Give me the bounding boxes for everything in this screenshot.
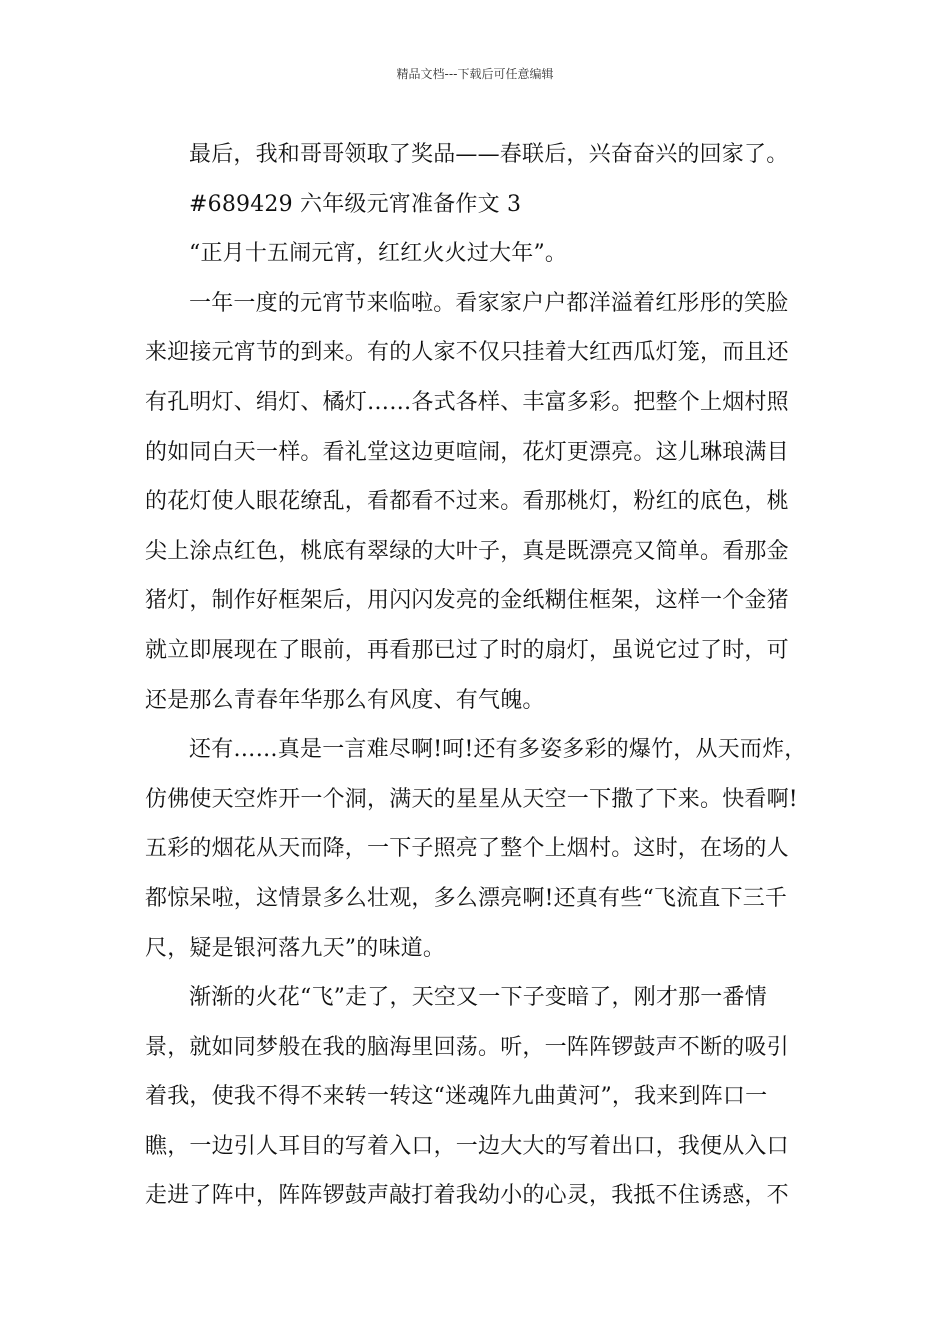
text-line: 瞧，一边引人耳目的写着入口，一边大大的写着出口，我便从入口 [145,1133,789,1159]
text-line: 猪灯，制作好框架后，用闪闪发亮的金纸糊住框架，这样一个金猪 [145,588,789,614]
text-line: “正月十五闹元宵，红红火火过大年”。 [189,241,568,267]
text-line: 的花灯使人眼花缭乱，看都看不过来。看那桃灯，粉红的底色，桃 [145,489,789,515]
text-line: 都惊呆啦，这情景多么壮观，多么漂亮啊!还真有些“飞流直下三千 [145,885,788,911]
text-line: 还是那么青春年华那么有风度、有气魄。 [145,687,545,713]
text-line: 最后，我和哥哥领取了奖品——春联后，兴奋奋兴的回家了。 [189,142,789,167]
text-line: 还有……真是一言难尽啊!呵!还有多姿多彩的爆竹，从天而炸， [189,737,807,763]
text-line: 有孔明灯、绢灯、橘灯……各式各样、丰富多彩。把整个上烟村照 [145,389,789,415]
text-line: 仿佛使天空炸开一个洞，满天的星星从天空一下撒了下来。快看啊! [145,786,798,812]
text-line: 渐渐的火花“飞”走了，天空又一下子变暗了，刚才那一番情 [189,985,767,1011]
text-line: 就立即展现在了眼前，再看那已过了时的扇灯，虽说它过了时，可 [145,637,789,663]
text-line: 尖上涂点红色，桃底有翠绿的大叶子，真是既漂亮又简单。看那金 [145,538,789,564]
section-heading: #689429 六年级元宵准备作文 3 [189,191,522,217]
text-line: 一年一度的元宵节来临啦。看家家户户都洋溢着红彤彤的笑脸 [189,290,789,316]
text-line: 五彩的烟花从天而降，一下子照亮了整个上烟村。这时，在场的人 [145,836,789,862]
text-line: 来迎接元宵节的到来。有的人家不仅只挂着大红西瓜灯笼，而且还 [145,340,789,366]
text-line: 走进了阵中，阵阵锣鼓声敲打着我幼小的心灵，我抵不住诱惑，不 [145,1183,789,1209]
text-line: 着我，使我不得不来转一转这“迷魂阵九曲黄河”，我来到阵口一 [145,1084,768,1110]
text-line: 的如同白天一样。看礼堂这边更喧闹，花灯更漂亮。这儿琳琅满目 [145,439,789,465]
document-body [145,130,809,1221]
page-header: 精品文档---下载后可任意编辑 [396,67,554,81]
text-line: 景，就如同梦般在我的脑海里回荡。听，一阵阵锣鼓声不断的吸引 [145,1034,789,1060]
text-line: 尺，疑是银河落九天”的味道。 [145,935,446,961]
